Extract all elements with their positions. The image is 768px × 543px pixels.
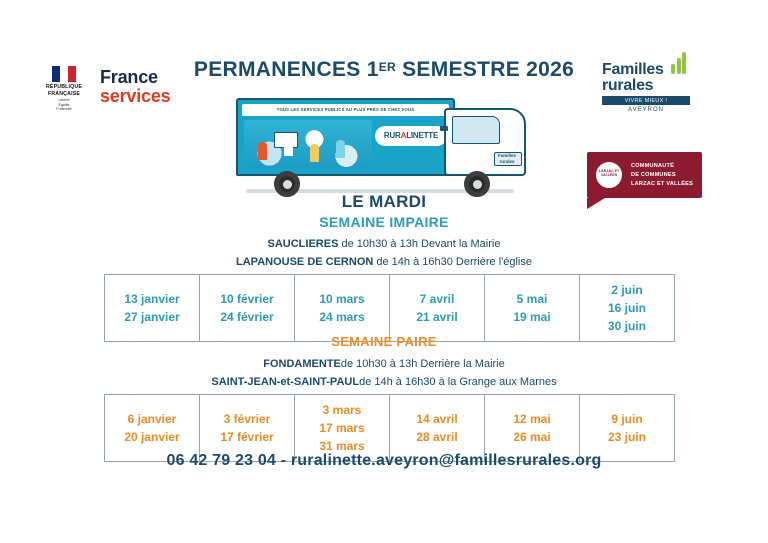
france-services-line1: France xyxy=(100,67,158,87)
page-title xyxy=(0,58,768,82)
van-artwork-person xyxy=(336,140,345,158)
date-text: 3 mars xyxy=(322,403,362,417)
odd-week-location-1 xyxy=(0,238,768,250)
odd-week-location-2-name: LAPANOUSE DE CERNON xyxy=(236,256,374,268)
date-text: 9 juin xyxy=(611,412,643,426)
table-row xyxy=(105,275,675,342)
van-brand-part1: RUR xyxy=(383,131,401,140)
odd-week-date-cell xyxy=(485,275,580,342)
van-cab-badge: Familles rurales xyxy=(497,153,516,164)
communaute-line1: COMMUNAUTÉ xyxy=(631,163,675,169)
date-text: 23 juin xyxy=(607,430,646,444)
even-week-location-2 xyxy=(0,376,768,388)
van-window xyxy=(452,116,500,144)
date-text: 24 février xyxy=(220,310,274,324)
familles-rurales-line2: rurales xyxy=(602,77,654,94)
republique-logo-line2: FRANÇAISE xyxy=(47,90,81,97)
van-brand-part3: LINETTE xyxy=(406,131,439,140)
odd-week-date-cell xyxy=(580,275,675,342)
date-text: 16 juin xyxy=(607,301,646,315)
odd-week-date-cell xyxy=(200,275,295,342)
contact-line: 06 42 79 23 04 - ruralinette.aveyron@famillesrurales.org xyxy=(166,452,602,469)
page-title-rest: SEMESTRE 2026 xyxy=(395,58,575,81)
date-text: 12 mai xyxy=(513,412,551,426)
even-week-location-2-name: SAINT-JEAN-et-SAINT-PAUL xyxy=(211,376,360,388)
van-banner-text: TOUS LES SERVICES PUBLICS AU PLUS PRÈS DE CHEZ VOUS xyxy=(242,104,449,116)
familles-rurales-dept: AVEYRON xyxy=(628,107,664,113)
van-brand-name xyxy=(375,126,447,146)
page-title-main: PERMANENCES 1 xyxy=(193,58,379,81)
odd-week-location-1-name: SAUCLIERES xyxy=(267,238,339,250)
date-text: 24 mars xyxy=(319,310,365,324)
france-services-line2: services xyxy=(100,85,171,106)
page-title-sup: ER xyxy=(378,60,396,74)
date-text: 7 avril xyxy=(419,292,455,306)
ruralinette-van-illustration xyxy=(236,88,526,193)
date-text: 13 janvier xyxy=(124,292,180,306)
date-text: 2 juin xyxy=(611,283,643,297)
date-text: 31 mars xyxy=(319,439,365,453)
van-artwork-person xyxy=(258,142,267,160)
date-text: 27 janvier xyxy=(124,310,180,324)
even-week-location-1-name: FONDAMENTE xyxy=(263,358,341,370)
date-text: 5 mai xyxy=(516,292,548,306)
date-text: 6 janvier xyxy=(127,412,177,426)
date-text: 17 mars xyxy=(319,421,365,435)
odd-week-location-2 xyxy=(0,256,768,268)
van-artwork-person xyxy=(284,138,293,156)
odd-week-date-cell xyxy=(390,275,485,342)
date-text: 28 avril xyxy=(416,430,458,444)
van-artwork-person xyxy=(310,144,319,162)
even-week-location-1-detail: de 10h30 à 13h Derrière la Mairie xyxy=(340,358,505,370)
communaute-line3: LARZAC ET VALLÉES xyxy=(631,180,694,187)
date-text: 21 avril xyxy=(416,310,458,324)
date-text: 26 mai xyxy=(513,430,551,444)
odd-week-location-2-detail: de 14h à 16h30 Derrière l'église xyxy=(373,256,532,268)
day-title: LE MARDI xyxy=(341,192,427,211)
republique-logo-motto: Liberté Égalité Fraternité xyxy=(56,98,72,112)
van-body xyxy=(236,98,455,176)
odd-week-location-1-detail: de 10h30 à 13h Devant la Mairie xyxy=(338,238,501,250)
even-week-label: SEMAINE PAIRE xyxy=(331,334,437,349)
date-text: 20 janvier xyxy=(124,430,180,444)
van-artwork xyxy=(244,120,372,168)
date-text: 17 février xyxy=(220,430,274,444)
date-text: 30 juin xyxy=(607,319,646,333)
date-text: 3 février xyxy=(223,412,271,426)
van-cab xyxy=(444,108,526,176)
odd-week-label: SEMAINE IMPAIRE xyxy=(319,214,449,230)
republique-logo-line1: RÉPUBLIQUE xyxy=(45,84,82,90)
van-mirror xyxy=(440,126,448,131)
communaute-seal-icon: LARZAC ET VALLÉES xyxy=(594,160,624,190)
date-text: 10 mars xyxy=(319,292,365,306)
date-text: 14 avril xyxy=(416,412,458,426)
even-week-location-1 xyxy=(0,358,768,370)
date-text: 10 février xyxy=(220,292,274,306)
date-text: 19 mai xyxy=(513,310,551,324)
odd-week-dates-table xyxy=(104,274,675,342)
communaute-line2: DE COMMUNES xyxy=(631,171,676,178)
odd-week-date-cell xyxy=(295,275,390,342)
familles-rurales-line1: Familles xyxy=(602,61,664,78)
van-brand-part2: A xyxy=(400,131,407,140)
communaute-text xyxy=(631,162,693,189)
odd-week-date-cell xyxy=(105,275,200,342)
even-week-location-2-detail: de 14h à 16h30 à la Grange aux Marnes xyxy=(359,376,557,388)
familles-rurales-slogan: VIVRE MIEUX ! xyxy=(602,96,690,105)
